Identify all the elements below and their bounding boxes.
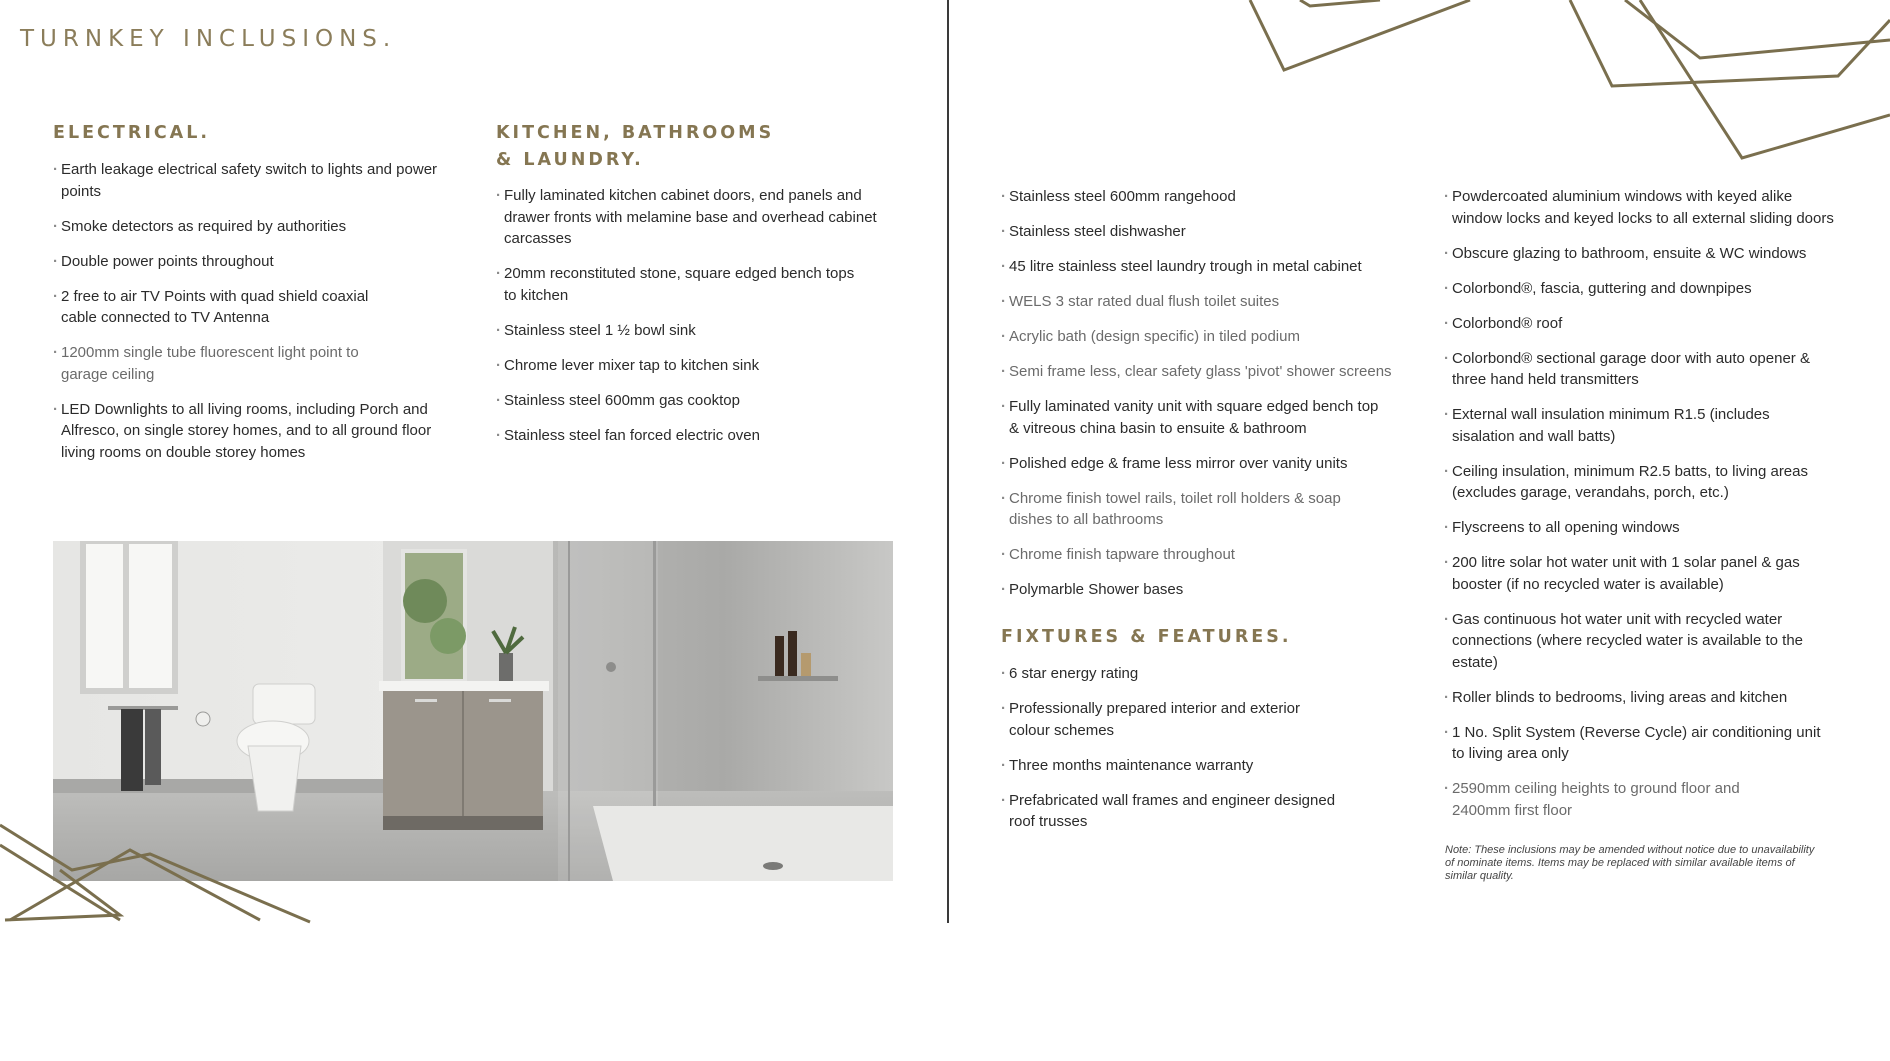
fixtures-list: [1001, 663, 1361, 846]
kitchen-heading-line2: & LAUNDRY.: [496, 150, 644, 170]
list-item: · Three months maintenance warranty: [1001, 755, 1361, 777]
list-item: · Stainless steel 600mm gas cooktop: [496, 390, 886, 412]
list-item: · 6 star energy rating: [1001, 663, 1361, 685]
fixtures-continued-list: [1444, 186, 1844, 835]
list-item: · 20mm reconstituted stone, square edged bench tops to kitchen: [496, 263, 856, 306]
fixtures-heading: [1001, 624, 1292, 651]
list-item: · Stainless steel dishwasher: [1001, 221, 1401, 243]
list-item: · 1200mm single tube fluorescent light point to garage ceiling: [53, 342, 398, 385]
kitchen-continued-list: [1001, 186, 1401, 614]
list-item: · Chrome finish towel rails, toilet roll holders & soap dishes to all bathrooms: [1001, 488, 1386, 531]
page-title: TURNKEY INCLUSIONS.: [20, 26, 397, 52]
page-divider: [947, 0, 949, 923]
list-item: · Earth leakage electrical safety switch to lights and power points: [53, 159, 453, 202]
kitchen-heading-line1: KITCHEN, BATHROOMS: [496, 123, 775, 143]
list-item: · Stainless steel 600mm rangehood: [1001, 186, 1401, 208]
fixtures-heading-text: FIXTURES & FEATURES.: [1001, 627, 1292, 647]
list-item: · Obscure glazing to bathroom, ensuite & WC windows: [1444, 243, 1844, 265]
list-item: · Acrylic bath (design specific) in tiled podium: [1001, 326, 1401, 348]
list-item: · Powdercoated aluminium windows with keyed alike window locks and keyed locks to all external sliding doors: [1444, 186, 1844, 229]
list-item: · Ceiling insulation, minimum R2.5 batts, to living areas (excludes garage, verandahs, porch, etc.): [1444, 461, 1844, 504]
list-item: · 2590mm ceiling heights to ground floor and 2400mm first floor: [1444, 778, 1789, 821]
electrical-heading: [53, 120, 210, 147]
list-item: · Polished edge & frame less mirror over vanity units: [1001, 453, 1401, 475]
list-item: · Gas continuous hot water unit with recycled water connections (where recycled water is available to the estate): [1444, 609, 1819, 674]
list-item: · Chrome finish tapware throughout: [1001, 544, 1401, 566]
list-item: · 2 free to air TV Points with quad shield coaxial cable connected to TV Antenna: [53, 286, 398, 329]
list-item: · 45 litre stainless steel laundry trough in metal cabinet: [1001, 256, 1401, 278]
kitchen-list: [496, 185, 886, 460]
list-item: · Chrome lever mixer tap to kitchen sink: [496, 355, 886, 377]
list-item: · LED Downlights to all living rooms, including Porch and Alfresco, on single storey homes, and to all ground floor living rooms on double storey homes: [53, 399, 453, 464]
bathroom-photo: [53, 541, 893, 881]
list-item: · Double power points throughout: [53, 251, 453, 273]
list-item: · Roller blinds to bedrooms, living areas and kitchen: [1444, 687, 1844, 709]
list-item: · Semi frame less, clear safety glass 'pivot' shower screens: [1001, 361, 1401, 383]
list-item: · Smoke detectors as required by authorities: [53, 216, 453, 238]
list-item: · 200 litre solar hot water unit with 1 solar panel & gas booster (if no recycled water is available): [1444, 552, 1814, 595]
list-item: · Flyscreens to all opening windows: [1444, 517, 1844, 539]
list-item: · Colorbond®, fascia, guttering and downpipes: [1444, 278, 1844, 300]
list-item: · Colorbond® roof: [1444, 313, 1844, 335]
electrical-list: [53, 159, 453, 477]
list-item: · Professionally prepared interior and exterior colour schemes: [1001, 698, 1331, 741]
list-item: · External wall insulation minimum R1.5 (includes sisalation and wall batts): [1444, 404, 1819, 447]
kitchen-heading: [496, 120, 774, 174]
electrical-heading-text: ELECTRICAL.: [53, 123, 211, 143]
list-item: · Polymarble Shower bases: [1001, 579, 1401, 601]
list-item: · Fully laminated vanity unit with square edged bench top & vitreous china basin to ensuite & bathroom: [1001, 396, 1386, 439]
footnote: Note: These inclusions may be amended without notice due to unavailability of nominate items. Items may be replaced with similar available items of similar quality.: [1445, 844, 1815, 882]
list-item: · Fully laminated kitchen cabinet doors, end panels and drawer fronts with melamine base and overhead cabinet carcasses: [496, 185, 886, 250]
list-item: · 1 No. Split System (Reverse Cycle) air conditioning unit to living area only: [1444, 722, 1824, 765]
list-item: · Stainless steel 1 ½ bowl sink: [496, 320, 886, 342]
list-item: · Stainless steel fan forced electric oven: [496, 425, 886, 447]
list-item: · Prefabricated wall frames and engineer designed roof trusses: [1001, 790, 1361, 833]
list-item: · Colorbond® sectional garage door with auto opener & three hand held transmitters: [1444, 348, 1829, 391]
list-item: · WELS 3 star rated dual flush toilet suites: [1001, 291, 1401, 313]
